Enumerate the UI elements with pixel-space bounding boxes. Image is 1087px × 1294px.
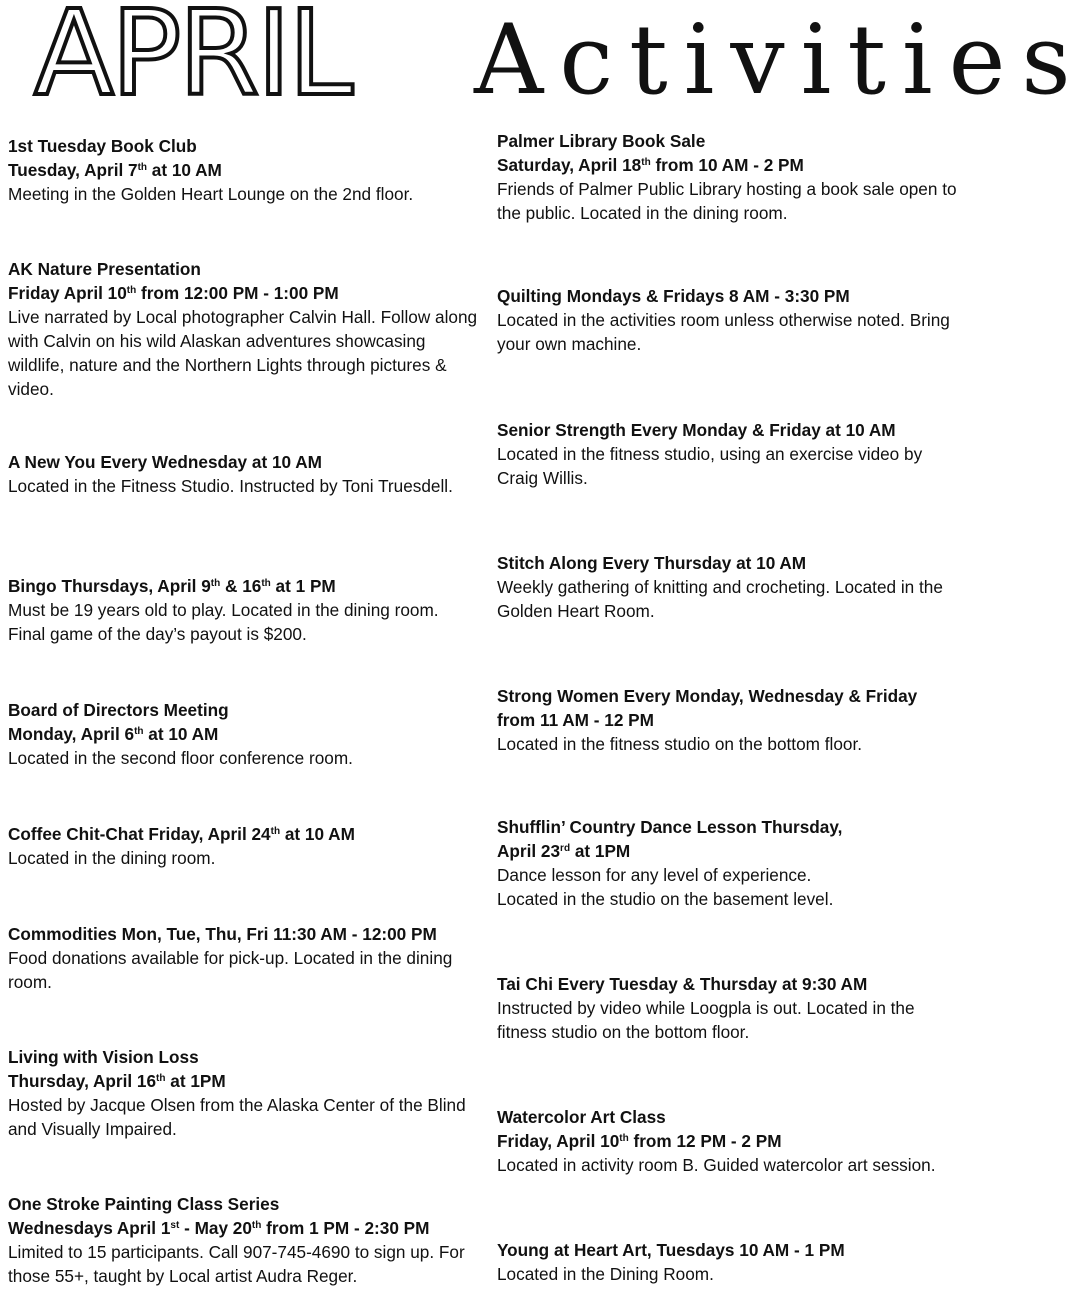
event-title: Shufflin’ Country Dance Lesson Thursday, — [497, 817, 843, 837]
event-date: from 11 AM - 12 PM — [497, 710, 654, 730]
event-country-dance — [497, 815, 967, 911]
event-title: AK Nature Presentation — [8, 259, 201, 279]
event-date: Monday, April 6th at 10 AM — [8, 724, 219, 744]
event-description: Located in the activities room unless otherwise noted. Bring your own machine. — [497, 310, 950, 354]
event-ak-nature — [8, 257, 478, 401]
event-one-stroke — [8, 1192, 478, 1288]
event-title: Senior Strength Every Monday & Friday at 10 AM — [497, 420, 896, 440]
event-stitch-along — [497, 551, 967, 623]
event-description: Located in the second floor conference room. — [8, 748, 353, 768]
event-young-at-heart — [497, 1238, 967, 1286]
event-title: Tai Chi Every Tuesday & Thursday at 9:30 AM — [497, 974, 868, 994]
event-bingo — [8, 574, 478, 646]
event-date: Friday April 10th from 12:00 PM - 1:00 PM — [8, 283, 339, 303]
event-description: Limited to 15 participants. Call 907-745-4690 to sign up. For those 55+, taught by Local artist Audra Reger. — [8, 1242, 465, 1286]
event-title: 1st Tuesday Book Club — [8, 136, 197, 156]
event-title: Quilting Mondays & Fridays 8 AM - 3:30 PM — [497, 286, 850, 306]
event-description: Located in the fitness studio on the bottom floor. — [497, 734, 862, 754]
event-description: Hosted by Jacque Olsen from the Alaska Center of the Blind and Visually Impaired. — [8, 1095, 466, 1139]
event-quilting — [497, 284, 967, 356]
event-date: Friday, April 10th from 12 PM - 2 PM — [497, 1131, 782, 1151]
event-description: Instructed by video while Loogpla is out. Located in the fitness studio on the bottom floor. — [497, 998, 915, 1042]
event-date: Tuesday, April 7th at 10 AM — [8, 160, 222, 180]
event-description: Located in activity room B. Guided watercolor art session. — [497, 1155, 936, 1175]
event-date: April 23rd at 1PM — [497, 841, 631, 861]
title-april: APRIL — [34, 0, 351, 122]
event-title: Watercolor Art Class — [497, 1107, 666, 1127]
event-description: Located in the dining room. — [8, 848, 216, 868]
event-description: Located in the fitness studio, using an exercise video by Craig Willis. — [497, 444, 923, 488]
event-description: Located in the Fitness Studio. Instructed by Toni Truesdell. — [8, 476, 453, 496]
event-date: Saturday, April 18th from 10 AM - 2 PM — [497, 155, 804, 175]
event-date: Wednesdays April 1st - May 20th from 1 PM - 2:30 PM — [8, 1218, 430, 1238]
event-title: Board of Directors Meeting — [8, 700, 229, 720]
event-vision-loss — [8, 1045, 478, 1141]
event-tai-chi — [497, 972, 967, 1044]
event-description: Must be 19 years old to play. Located in the dining room. Final game of the day’s payout is $200. — [8, 600, 439, 644]
event-description: Dance lesson for any level of experience. Located in the studio on the basement level. — [497, 865, 834, 909]
event-title: A New You Every Wednesday at 10 AM — [8, 452, 322, 472]
event-date: Thursday, April 16th at 1PM — [8, 1071, 226, 1091]
event-title: One Stroke Painting Class Series — [8, 1194, 280, 1214]
event-title: Coffee Chit-Chat Friday, April 24th at 10 AM — [8, 824, 355, 844]
event-title: Stitch Along Every Thursday at 10 AM — [497, 553, 807, 573]
event-title: Young at Heart Art, Tuesdays 10 AM - 1 PM — [497, 1240, 845, 1260]
page-header — [0, 0, 1087, 125]
event-strong-women — [497, 684, 967, 756]
event-board-meeting — [8, 698, 478, 770]
event-watercolor — [497, 1105, 967, 1177]
event-title: Palmer Library Book Sale — [497, 131, 706, 151]
event-description: Located in the Dining Room. — [497, 1264, 714, 1284]
event-new-you — [8, 450, 478, 498]
event-description: Meeting in the Golden Heart Lounge on the 2nd floor. — [8, 184, 414, 204]
event-title: Bingo Thursdays, April 9th & 16th at 1 PM — [8, 576, 336, 596]
event-coffee-chat — [8, 822, 478, 870]
event-commodities — [8, 922, 478, 994]
event-title: Living with Vision Loss — [8, 1047, 199, 1067]
event-description: Friends of Palmer Public Library hosting a book sale open to the public. Located in the dining room. — [497, 179, 957, 223]
event-senior-strength — [497, 418, 967, 490]
title-activities: Activities — [474, 4, 1087, 116]
event-book-club — [8, 134, 478, 206]
event-title: Strong Women Every Monday, Wednesday & Friday — [497, 686, 918, 706]
event-description: Weekly gathering of knitting and crocheting. Located in the Golden Heart Room. — [497, 577, 943, 621]
event-title: Commodities Mon, Tue, Thu, Fri 11:30 AM - 12:00 PM — [8, 924, 437, 944]
event-library-sale — [497, 129, 967, 225]
event-description: Live narrated by Local photographer Calvin Hall. Follow along with Calvin on his wild Alaskan adventures showcasing wildlife, nature and the Northern Lights through pictures & video. — [8, 307, 478, 399]
event-description: Food donations available for pick-up. Located in the dining room. — [8, 948, 453, 992]
